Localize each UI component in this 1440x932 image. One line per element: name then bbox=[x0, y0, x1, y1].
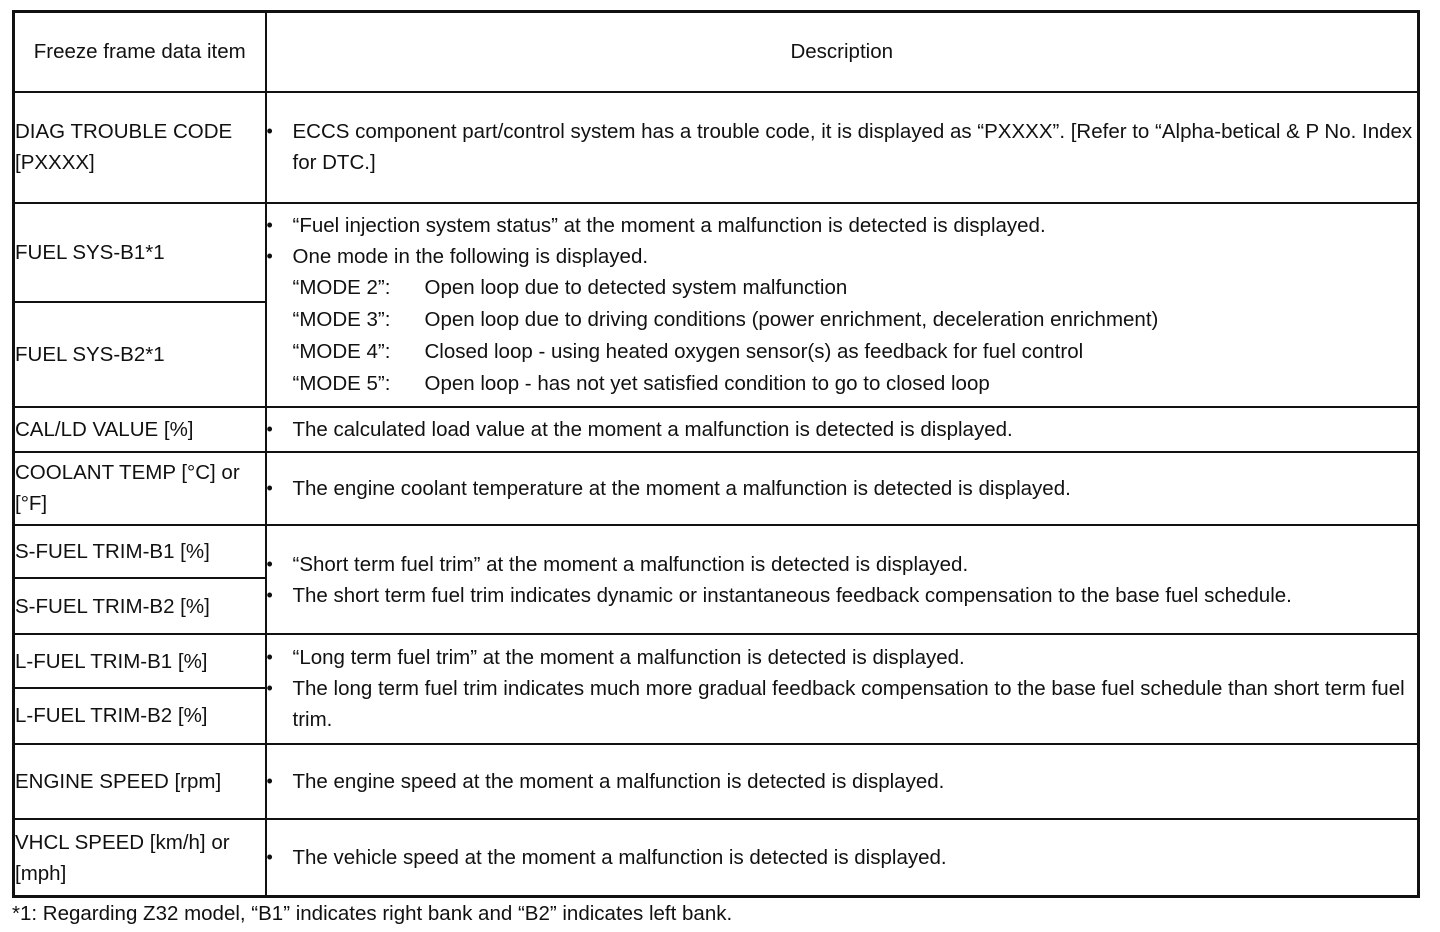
description-bullet: • “Short term fuel trim” at the moment a malfunction is detected is displayed. bbox=[267, 549, 1418, 580]
description-cell bbox=[266, 452, 1419, 525]
description-bullet: • ECCS component part/control system has a trouble code, it is displayed as “PXXXX”. [Refer to “Alpha-betical & P No. Index for DTC.] bbox=[267, 116, 1418, 178]
item-cell: FUEL SYS-B1*1 bbox=[14, 203, 266, 302]
table-row bbox=[14, 819, 1419, 896]
item-cell: S-FUEL TRIM-B1 [%] bbox=[14, 525, 266, 579]
table-row bbox=[14, 407, 1419, 452]
description-cell bbox=[266, 92, 1419, 203]
description-bullet: • The calculated load value at the moment a malfunction is detected is displayed. bbox=[267, 414, 1418, 445]
bullet-icon: • bbox=[266, 215, 273, 236]
description-cell bbox=[266, 744, 1419, 820]
item-cell: CAL/LD VALUE [%] bbox=[14, 407, 266, 452]
description-cell bbox=[266, 634, 1419, 743]
description-cell bbox=[266, 407, 1419, 452]
description-cell bbox=[266, 203, 1419, 408]
item-cell: ENGINE SPEED [rpm] bbox=[14, 744, 266, 820]
bullet-icon: • bbox=[266, 246, 273, 267]
description-bullet: • One mode in the following is displayed. bbox=[267, 241, 1418, 272]
bullet-icon: • bbox=[266, 678, 273, 699]
item-cell: FUEL SYS-B2*1 bbox=[14, 302, 266, 407]
table-row bbox=[14, 452, 1419, 525]
mode-item: “MODE 5”: Open loop - has not yet satisfied condition to go to closed loop bbox=[292, 372, 990, 396]
description-bullet: • The engine speed at the moment a malfunction is detected is displayed. bbox=[267, 766, 1418, 797]
bullet-icon: • bbox=[266, 584, 273, 605]
table-row bbox=[14, 203, 1419, 302]
table-row bbox=[14, 634, 1419, 688]
item-cell: COOLANT TEMP [°C] or [°F] bbox=[14, 452, 266, 525]
freeze-frame-table bbox=[12, 10, 1420, 898]
mode-list bbox=[267, 272, 1418, 400]
header-item: Freeze frame data item bbox=[14, 12, 266, 92]
mode-item: “MODE 3”: Open loop due to driving conditions (power enrichment, deceleration enrichment) bbox=[292, 308, 1159, 332]
table-row bbox=[14, 92, 1419, 203]
description-bullet: • The short term fuel trim indicates dynamic or instantaneous feedback compensation to the base fuel schedule. bbox=[267, 580, 1418, 611]
bullet-icon: • bbox=[266, 553, 273, 574]
mode-item: “MODE 4”: Closed loop - using heated oxygen sensor(s) as feedback for fuel control bbox=[292, 340, 1084, 364]
item-cell: L-FUEL TRIM-B1 [%] bbox=[14, 634, 266, 688]
bullet-icon: • bbox=[266, 847, 273, 868]
description-bullet: • The long term fuel trim indicates much more gradual feedback compensation to the base fuel schedule than short term fuel trim. bbox=[267, 673, 1418, 735]
mode-item: “MODE 2”: Open loop due to detected system malfunction bbox=[292, 276, 848, 300]
item-cell: VHCL SPEED [km/h] or [mph] bbox=[14, 819, 266, 896]
table-header-row bbox=[14, 12, 1419, 92]
description-bullet: • “Fuel injection system status” at the moment a malfunction is detected is displayed. bbox=[267, 210, 1418, 241]
bullet-icon: • bbox=[266, 419, 273, 440]
table-row bbox=[14, 525, 1419, 579]
item-cell: S-FUEL TRIM-B2 [%] bbox=[14, 578, 266, 634]
header-description: Description bbox=[266, 12, 1419, 92]
bullet-icon: • bbox=[266, 770, 273, 791]
bullet-icon: • bbox=[266, 477, 273, 498]
description-bullet: • The engine coolant temperature at the moment a malfunction is detected is displayed. bbox=[267, 473, 1418, 504]
description-cell bbox=[266, 525, 1419, 634]
footnote: *1: Regarding Z32 model, “B1” indicates right bank and “B2” indicates left bank. bbox=[12, 902, 733, 925]
description-cell bbox=[266, 819, 1419, 896]
description-bullet: • The vehicle speed at the moment a malfunction is detected is displayed. bbox=[267, 842, 1418, 873]
bullet-icon: • bbox=[266, 647, 273, 668]
item-cell: L-FUEL TRIM-B2 [%] bbox=[14, 688, 266, 744]
bullet-icon: • bbox=[266, 121, 273, 142]
item-cell: DIAG TROUBLE CODE [PXXXX] bbox=[14, 92, 266, 203]
table-row bbox=[14, 744, 1419, 820]
description-bullet: • “Long term fuel trim” at the moment a malfunction is detected is displayed. bbox=[267, 642, 1418, 673]
